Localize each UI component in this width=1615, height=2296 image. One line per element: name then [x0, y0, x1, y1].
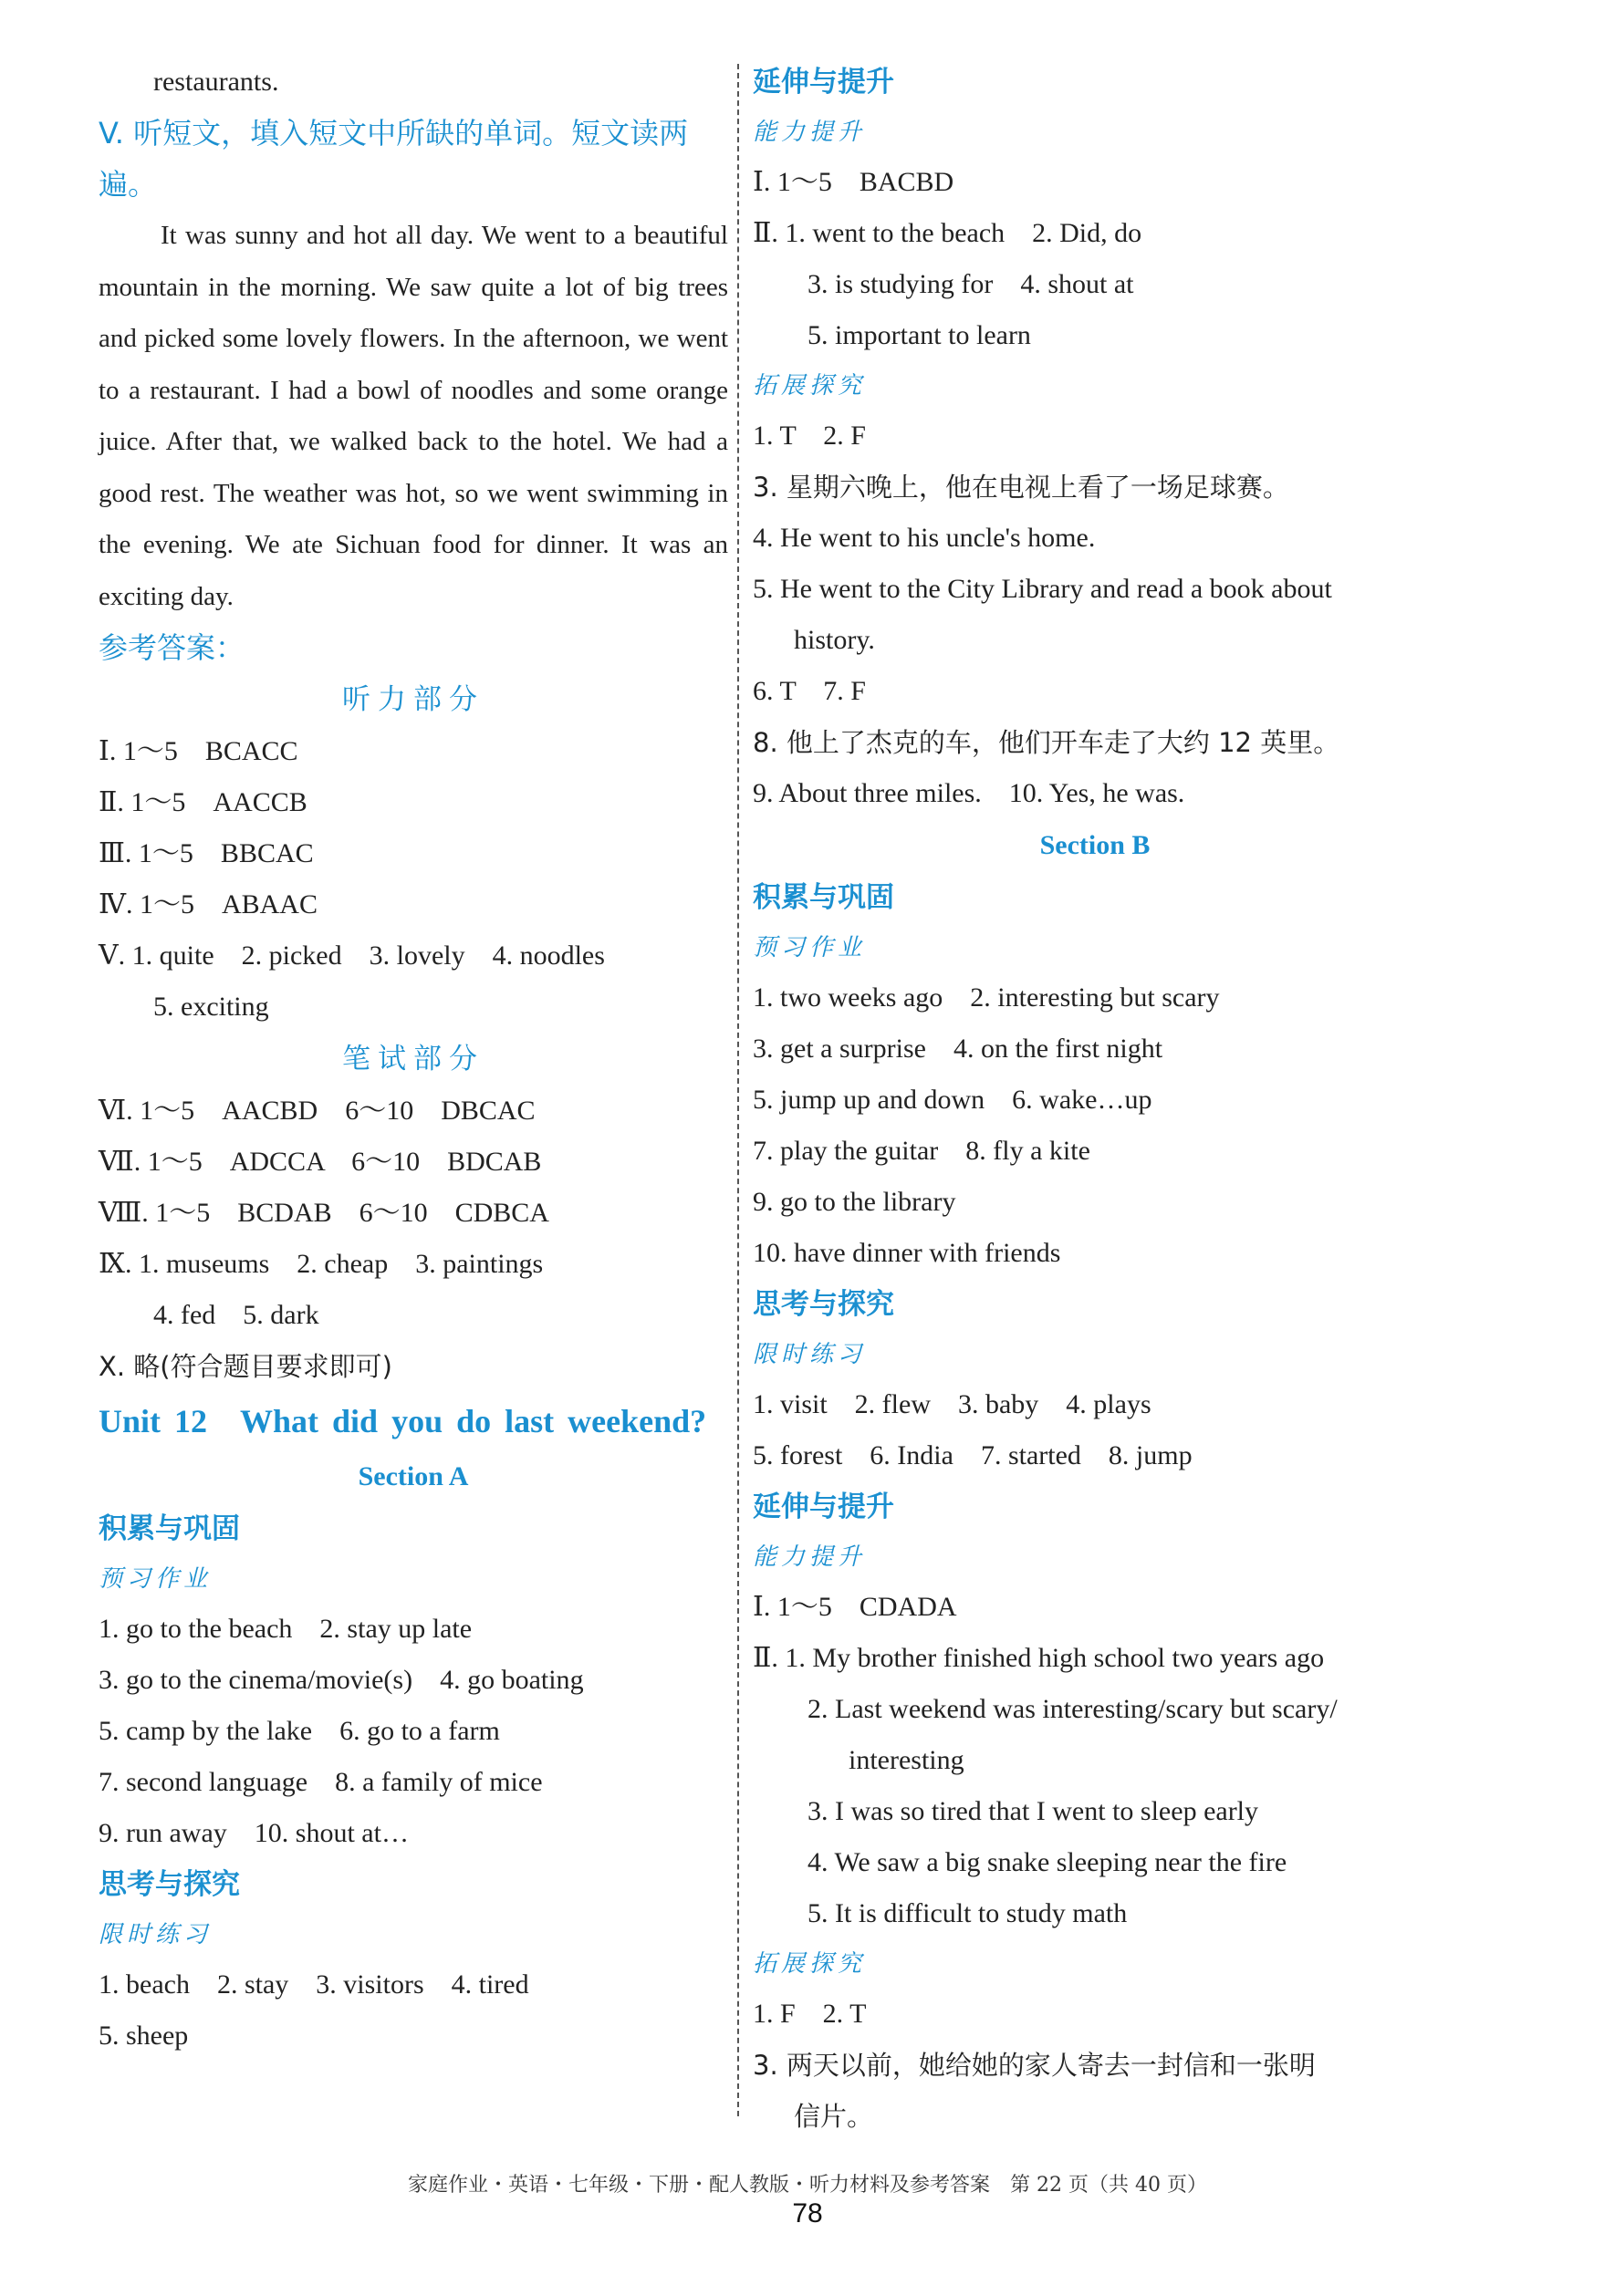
answer-line: 4. fed 5. dark: [153, 1300, 319, 1330]
answer-line: Ⅱ. 1～5 AACCB: [99, 787, 307, 817]
answer-line: 5. forest 6. India 7. started 8. jump: [753, 1440, 1193, 1470]
subheading-yuxi: 预习作业: [753, 934, 867, 961]
answer-line: Ⅸ. 1. museums 2. cheap 3. paintings: [99, 1249, 544, 1279]
answer-line: 9. go to the library: [753, 1187, 956, 1217]
unit-title: Unit 12 What did you do last weekend?: [99, 1403, 707, 1439]
section-title: Section A: [358, 1461, 469, 1491]
answer-line: 2. Last weekend was interesting/scary but scary/: [808, 1694, 1338, 1724]
page-footer: 家庭作业・英语・七年级・下册・配人教版・听力材料及参考答案 第 22 页（共 40 页）: [408, 2174, 1207, 2197]
heading-jilei: 积累与巩固: [753, 881, 894, 914]
answer-line: 5. He went to the City Library and read a book about: [753, 574, 1332, 604]
answer-line: 5. camp by the lake 6. go to a farm: [99, 1716, 500, 1746]
answer-line: 7. play the guitar 8. fly a kite: [753, 1136, 1090, 1166]
answer-line: 5. important to learn: [808, 320, 1031, 350]
answer-line: Ⅱ. 1. went to the beach 2. Did, do: [753, 218, 1142, 248]
page-number: 78: [792, 2198, 823, 2228]
heading-yanshen: 延伸与提升: [753, 66, 894, 99]
subheading-nengli: 能力提升: [753, 119, 867, 146]
answer-line: Ⅵ. 1～5 AACBD 6～10 DBCAC: [99, 1096, 536, 1126]
answer-line: Ⅹ. 略(符合题目要求即可): [99, 1351, 392, 1382]
answer-line: 3. 两天以前，她给她的家人寄去一封信和一张明: [753, 2050, 1316, 2081]
answer-line: 6. T 7. F: [753, 676, 866, 706]
subheading-tuozhan: 拓展探究: [753, 1950, 867, 1978]
answer-line: 1. two weeks ago 2. interesting but scary: [753, 982, 1220, 1013]
answer-line: 1. F 2. T: [753, 1999, 867, 2029]
answer-line: 3. get a surprise 4. on the first night: [753, 1034, 1163, 1064]
subheading-nengli: 能力提升: [753, 1543, 867, 1571]
exercise-instruction: V. 听短文，填入短文中所缺的单词。短文读两遍。: [99, 116, 689, 202]
section-title: Section B: [1039, 830, 1151, 860]
answer-line: 10. have dinner with friends: [753, 1238, 1061, 1268]
answer-line: 1. beach 2. stay 3. visitors 4. tired: [99, 1969, 529, 2000]
heading-yanshen: 延伸与提升: [753, 1491, 894, 1523]
subheading-xianshi: 限时练习: [99, 1921, 213, 1948]
answer-line: 7. second language 8. a family of mice: [99, 1767, 543, 1797]
answer-line: 信片。: [794, 2101, 874, 2132]
answer-line: 3. go to the cinema/movie(s) 4. go boating: [99, 1665, 584, 1695]
written-section-header: 笔试部分: [342, 1043, 484, 1075]
subheading-tuozhan: 拓展探究: [753, 372, 867, 400]
answers-label: 参考答案：: [99, 630, 245, 665]
answer-line: Ⅷ. 1～5 BCDAB 6～10 CDBCA: [99, 1198, 549, 1228]
text-line: restaurants.: [153, 67, 279, 97]
answer-line: 3. 星期六晚上，他在电视上看了一场足球赛。: [753, 472, 1289, 503]
answer-line: Ⅰ. 1～5 CDADA: [753, 1592, 957, 1622]
answer-line: Ⅰ. 1～5 BCACC: [99, 736, 298, 766]
answer-line: 1. visit 2. flew 3. baby 4. plays: [753, 1389, 1151, 1419]
listening-section-header: 听力部分: [342, 683, 484, 716]
answer-line: 8. 他上了杰克的车，他们开车走了大约 12 英里。: [753, 727, 1340, 758]
answer-line: 9. About three miles. 10. Yes, he was.: [753, 778, 1185, 808]
left-column: [99, 57, 728, 2062]
answer-line: 4. He went to his uncle's home.: [753, 523, 1096, 553]
answer-line: Ⅳ. 1～5 ABAAC: [99, 889, 318, 919]
heading-sikao: 思考与探究: [753, 1288, 894, 1321]
answer-line: 3. is studying for 4. shout at: [808, 269, 1134, 299]
heading-jilei: 积累与巩固: [99, 1512, 240, 1545]
answer-line: interesting: [849, 1745, 964, 1775]
answer-line: Ⅲ. 1～5 BBCAC: [99, 838, 314, 868]
answer-line: 4. We saw a big snake sleeping near the fire: [808, 1847, 1287, 1877]
answer-line: 1. T 2. F: [753, 421, 866, 451]
right-column: [753, 57, 1437, 2142]
answer-line: 3. I was so tired that I went to sleep early: [808, 1796, 1259, 1826]
listening-passage: It was sunny and hot all day. We went to a beautiful mountain in the morning. We saw quite a lot of big trees and picked some lovely flowers. In the afternoon, we went to a restaurant. I had a bowl of noodles and some orange juice. After that, we walked back to the hotel. We had a good rest. The weather was hot, so we went swimming in the evening. We ate Sichuan food for dinner. It was an exciting day.: [99, 221, 728, 611]
heading-sikao: 思考与探究: [99, 1868, 240, 1901]
subheading-yuxi: 预习作业: [99, 1565, 213, 1593]
answer-line: 5. sheep: [99, 2021, 189, 2051]
answer-line: 9. run away 10. shout at…: [99, 1818, 409, 1848]
subheading-xianshi: 限时练习: [753, 1341, 867, 1368]
answer-line: 5. exciting: [153, 992, 269, 1022]
column-divider: [737, 64, 739, 2116]
answer-line: Ⅱ. 1. My brother finished high school two years ago: [753, 1643, 1325, 1673]
answer-line: Ⅰ. 1～5 BACBD: [753, 167, 954, 197]
answer-line: history.: [794, 625, 875, 655]
answer-line: Ⅶ. 1～5 ADCCA 6～10 BDCAB: [99, 1147, 542, 1177]
answer-line: 5. jump up and down 6. wake…up: [753, 1085, 1152, 1115]
answer-line: 5. It is difficult to study math: [808, 1898, 1128, 1928]
answer-line: Ⅴ. 1. quite 2. picked 3. lovely 4. noodles: [99, 940, 605, 971]
answer-line: 1. go to the beach 2. stay up late: [99, 1614, 473, 1644]
